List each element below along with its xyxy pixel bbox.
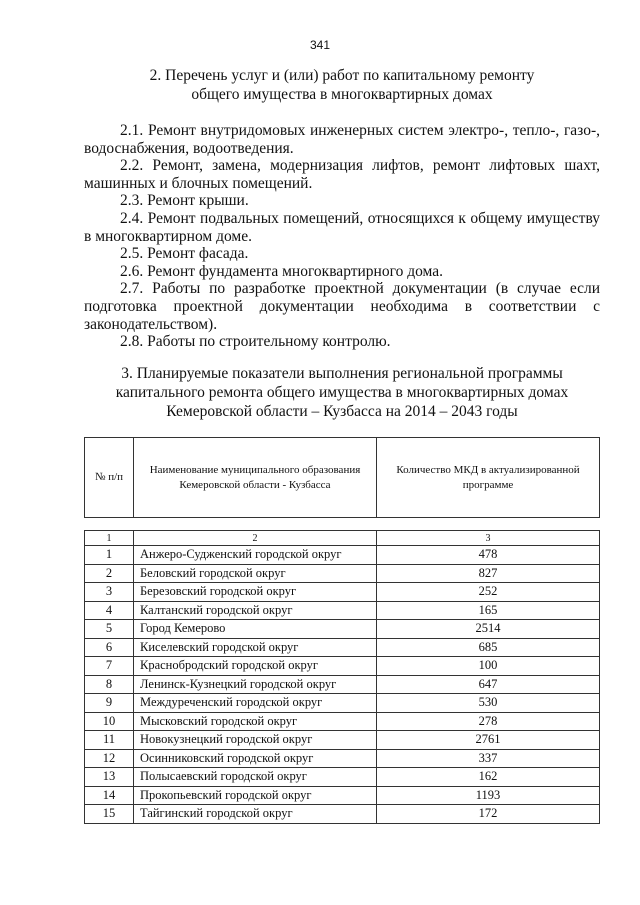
mkd-count: 162 <box>377 768 600 787</box>
municipality-name: Ленинск-Кузнецкий городской округ <box>134 675 377 694</box>
table-row <box>85 601 600 620</box>
table-row <box>85 675 600 694</box>
list-item: 2.2. Ремонт, замена, модернизация лифтов, ремонт лифтовых шахт, машинных и блочных помещений. <box>84 157 600 192</box>
table-row <box>85 805 600 824</box>
row-number: 6 <box>85 638 134 657</box>
list-item: 2.4. Ремонт подвальных помещений, относящихся к общему имуществу в многоквартирном доме. <box>84 209 600 245</box>
page-number: 341 <box>309 38 331 52</box>
table-row <box>85 768 600 787</box>
table-row <box>85 546 600 565</box>
row-number: 2 <box>85 564 134 583</box>
mkd-count: 647 <box>377 675 600 694</box>
row-number: 11 <box>85 731 134 750</box>
row-number: 4 <box>85 601 134 620</box>
mkd-count: 172 <box>377 805 600 824</box>
table-row <box>85 564 600 583</box>
table-header <box>84 437 600 518</box>
column-number: 3 <box>377 531 600 546</box>
list-item: 2.8. Работы по строительному контролю. <box>120 333 391 351</box>
municipality-name: Калтанский городской округ <box>134 601 377 620</box>
municipality-name: Прокопьевский городской округ <box>134 786 377 805</box>
column-number: 1 <box>85 531 134 546</box>
municipality-name: Мысковский городской округ <box>134 712 377 731</box>
mkd-count: 1193 <box>377 786 600 805</box>
section-2-title <box>84 66 600 104</box>
mkd-count: 165 <box>377 601 600 620</box>
table-row <box>85 638 600 657</box>
municipality-name: Междуреченский городской округ <box>134 694 377 713</box>
row-number: 13 <box>85 768 134 787</box>
row-number: 15 <box>85 805 134 824</box>
table-row <box>85 583 600 602</box>
mkd-count: 252 <box>377 583 600 602</box>
title-line: капитального ремонта общего имущества в многоквартирных домах <box>115 384 569 401</box>
municipality-name: Осинниковский городской округ <box>134 749 377 768</box>
table-row <box>85 786 600 805</box>
section-2-list <box>84 122 600 351</box>
header-number: № п/п <box>85 438 134 518</box>
mkd-count: 827 <box>377 564 600 583</box>
row-number: 10 <box>85 712 134 731</box>
row-number: 8 <box>85 675 134 694</box>
header-municipality: Наименование муниципального образования Кемеровской области - Кузбасса <box>134 438 377 518</box>
title-line: 2. Перечень услуг и (или) работ по капитальному ремонту <box>149 67 535 84</box>
municipality-name: Березовский городской округ <box>134 583 377 602</box>
table-row <box>85 620 600 639</box>
municipality-name: Краснобродский городской округ <box>134 657 377 676</box>
table-row <box>85 731 600 750</box>
table-row <box>85 749 600 768</box>
mkd-count: 2761 <box>377 731 600 750</box>
data-table <box>84 530 600 824</box>
mkd-count: 530 <box>377 694 600 713</box>
mkd-count: 685 <box>377 638 600 657</box>
header-count: Количество МКД в актуализированной программе <box>377 438 600 518</box>
column-numbers-row <box>85 531 600 546</box>
table-row <box>85 694 600 713</box>
list-item: 2.3. Ремонт крыши. <box>120 192 249 210</box>
mkd-count: 337 <box>377 749 600 768</box>
list-item: 2.5. Ремонт фасада. <box>120 245 249 263</box>
list-item: 2.7. Работы по разработке проектной документации (в случае если подготовка проектной документации необходима в соответствии с законодательством). <box>84 280 600 333</box>
municipality-name: Киселевский городской округ <box>134 638 377 657</box>
list-item: 2.6. Ремонт фундамента многоквартирного дома. <box>120 262 443 280</box>
municipality-name: Тайгинский городской округ <box>134 805 377 824</box>
table-row <box>85 657 600 676</box>
row-number: 12 <box>85 749 134 768</box>
municipality-name: Город Кемерово <box>134 620 377 639</box>
mkd-count: 2514 <box>377 620 600 639</box>
row-number: 7 <box>85 657 134 676</box>
mkd-count: 100 <box>377 657 600 676</box>
title-line: Кемеровской области – Кузбасса на 2014 – 2043 годы <box>166 403 518 420</box>
section-3-title <box>84 364 600 421</box>
title-line: 3. Планируемые показатели выполнения региональной программы <box>121 365 563 382</box>
row-number: 5 <box>85 620 134 639</box>
row-number: 9 <box>85 694 134 713</box>
mkd-count: 278 <box>377 712 600 731</box>
municipality-name: Анжеро-Судженский городской округ <box>134 546 377 565</box>
column-number: 2 <box>134 531 377 546</box>
municipality-name: Полысаевский городской округ <box>134 768 377 787</box>
row-number: 1 <box>85 546 134 565</box>
municipality-name: Беловский городской округ <box>134 564 377 583</box>
municipality-name: Новокузнецкий городской округ <box>134 731 377 750</box>
title-line: общего имущества в многоквартирных домах <box>191 86 493 103</box>
mkd-count: 478 <box>377 546 600 565</box>
row-number: 3 <box>85 583 134 602</box>
table-row <box>85 712 600 731</box>
row-number: 14 <box>85 786 134 805</box>
list-item: 2.1. Ремонт внутридомовых инженерных систем электро-, тепло-, газо-, водоснабжения, водоотведения. <box>84 122 600 157</box>
